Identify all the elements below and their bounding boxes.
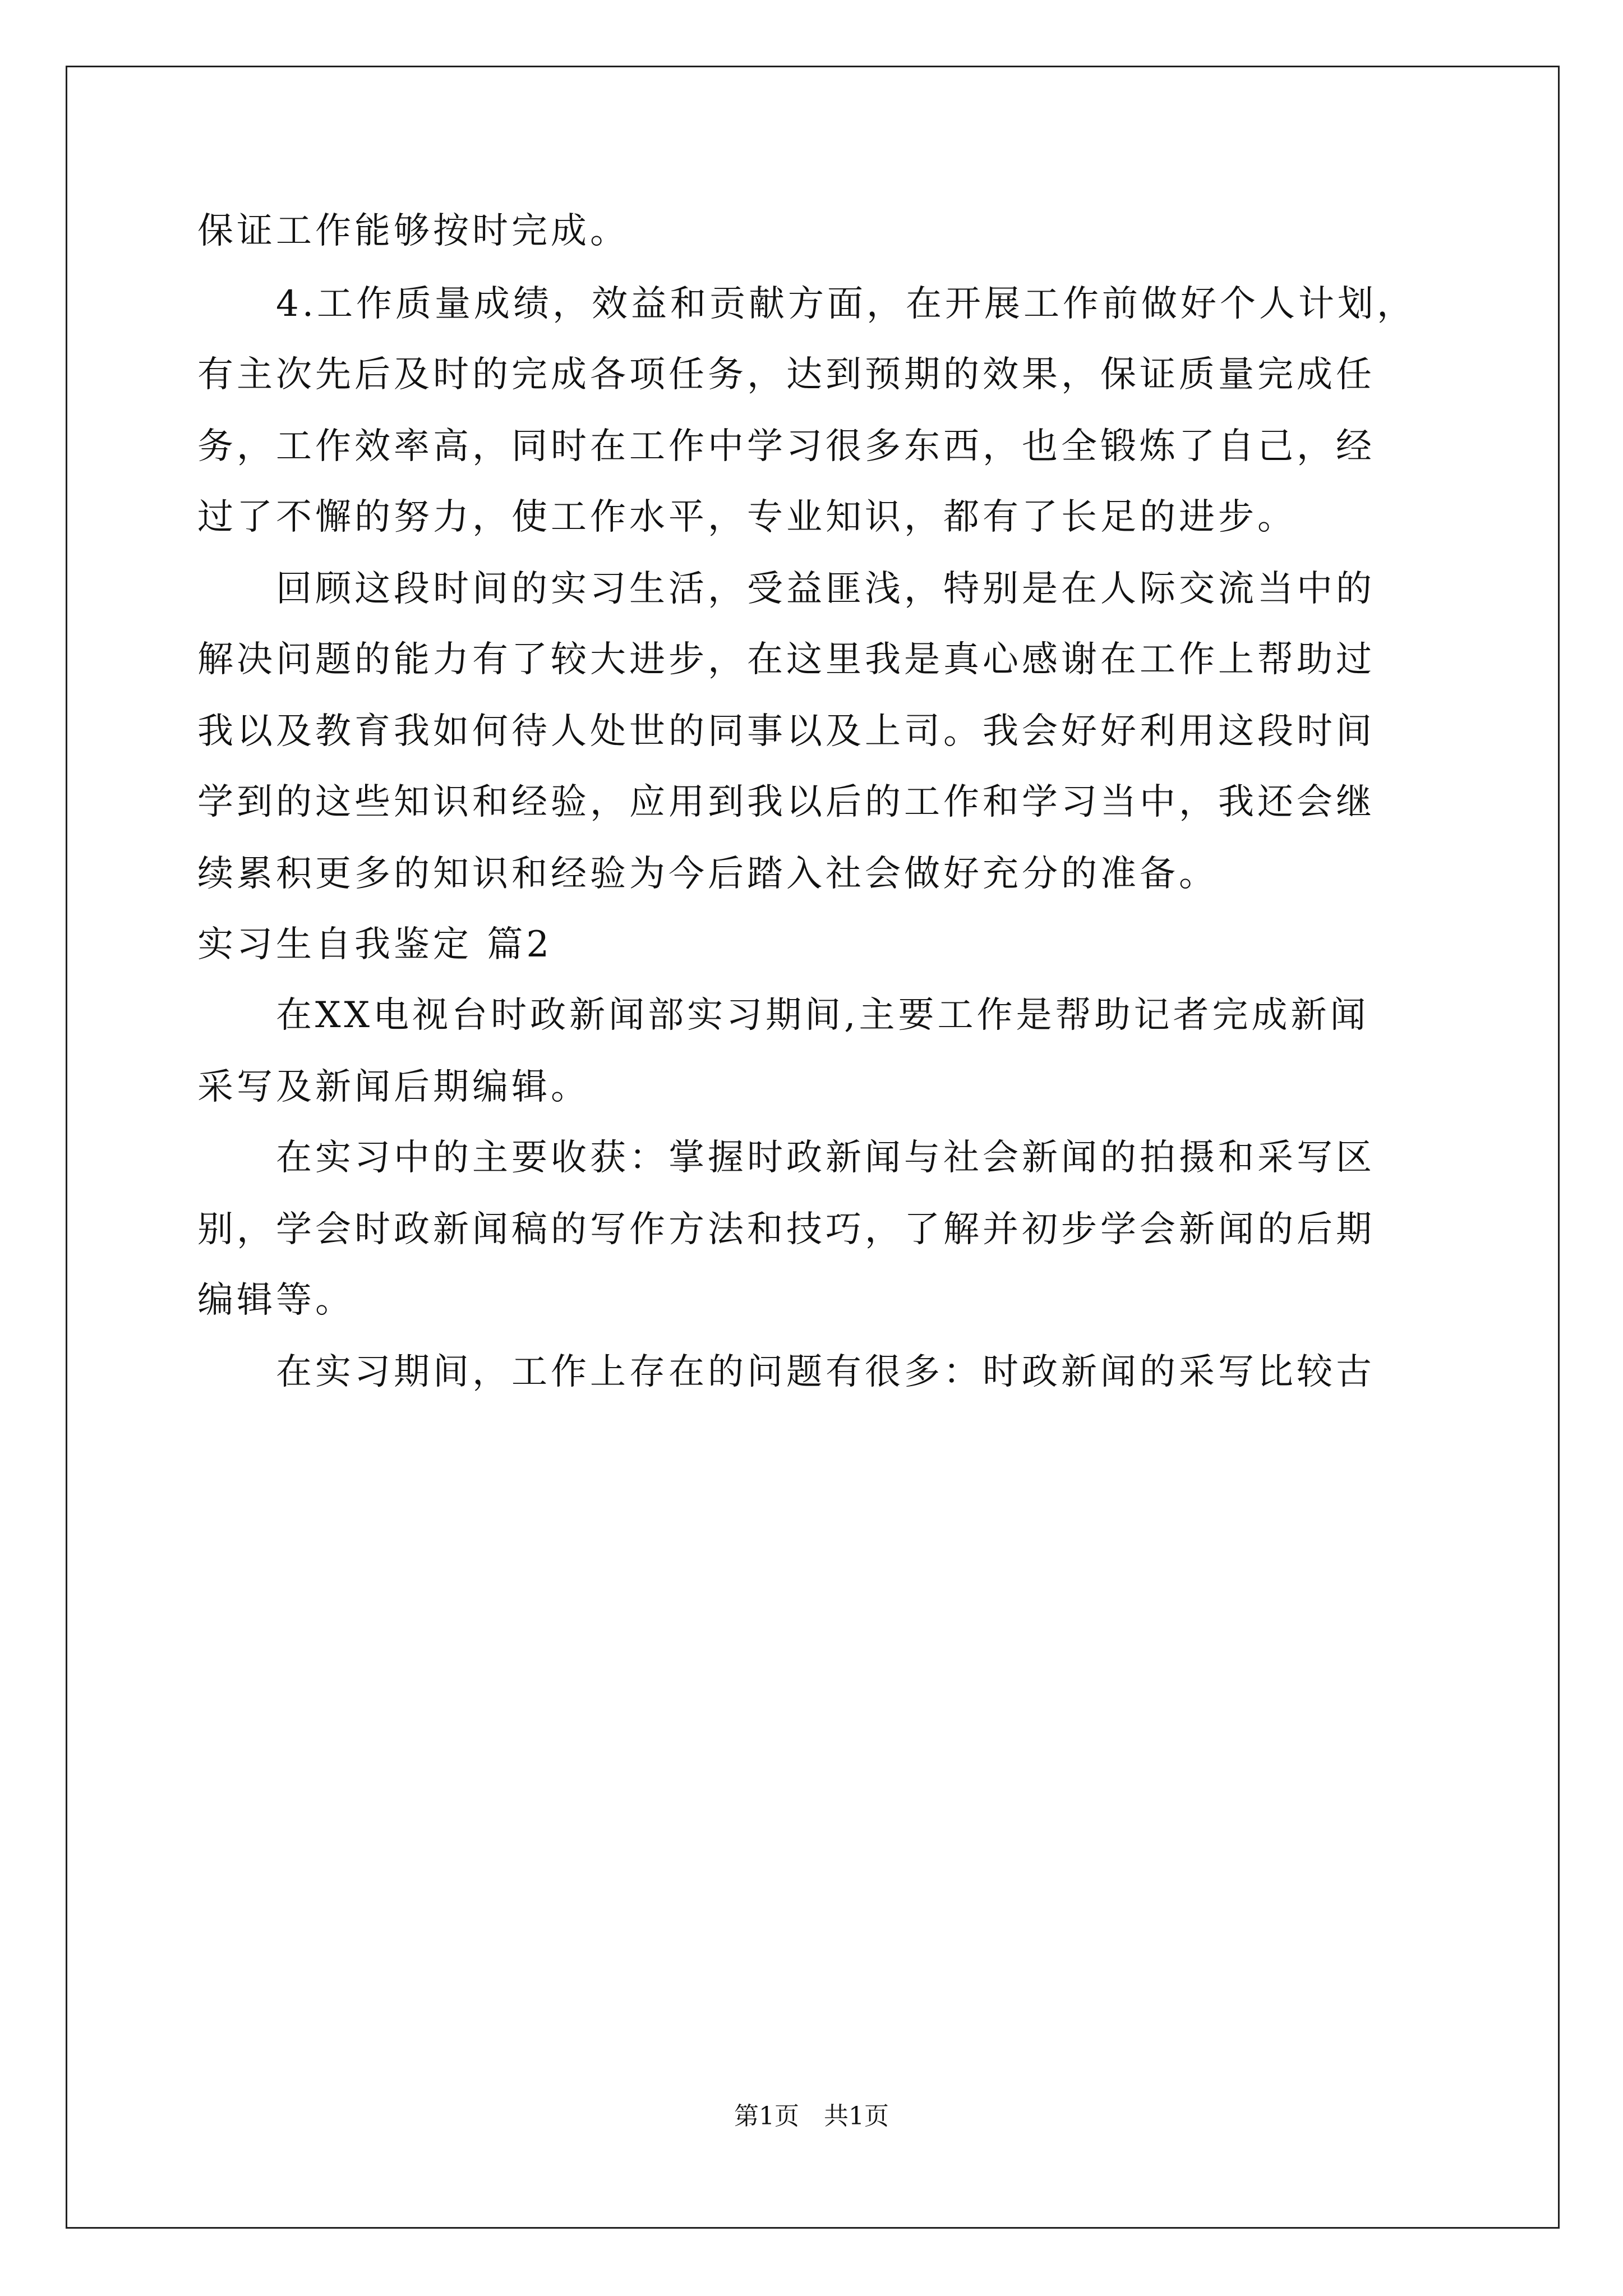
text-line-7: 解决问题的能力有了较大进步，在这里我是真心感谢在工作上帮助过	[197, 639, 1375, 680]
page-footer: 第1页 共1页	[734, 2102, 889, 2131]
text-line-2: 4.工作质量成绩，效益和贡献方面，在开展工作前做好个人计划，	[197, 283, 1417, 325]
text-line-14: 在实习中的主要收获：掌握时政新闻与社会新闻的拍摄和采写区	[197, 1137, 1375, 1179]
text-line-10: 续累积更多的知识和经验为今后踏入社会做好充分的准备。	[197, 853, 1218, 895]
text-line-1: 保证工作能够按时完成。	[197, 210, 629, 252]
text-line-3: 有主次先后及时的完成各项任务，达到预期的效果，保证质量完成任	[197, 354, 1375, 395]
text-line-12: 在XX电视台时政新闻部实习期间,主要工作是帮助记者完成新闻	[197, 995, 1370, 1036]
text-line-15: 别，学会时政新闻稿的写作方法和技巧，了解并初步学会新闻的后期	[197, 1209, 1375, 1250]
text-line-4: 务，工作效率高，同时在工作中学习很多东西，也全锻炼了自己，经	[197, 426, 1375, 467]
text-line-8: 我以及教育我如何待人处世的同事以及上司。我会好好利用这段时间	[197, 711, 1375, 752]
section-heading: 实习生自我鉴定 篇2	[197, 924, 553, 965]
text-line-17: 在实习期间，工作上存在的问题有很多：时政新闻的采写比较古	[197, 1351, 1375, 1393]
text-line-5: 过了不懈的努力，使工作水平，专业知识，都有了长足的进步。	[197, 496, 1297, 538]
text-line-13: 采写及新闻后期编辑。	[197, 1066, 590, 1108]
text-line-6: 回顾这段时间的实习生活，受益匪浅，特别是在人际交流当中的	[197, 568, 1375, 610]
text-line-9: 学到的这些知识和经验，应用到我以后的工作和学习当中，我还会继	[197, 781, 1375, 823]
text-line-16: 编辑等。	[197, 1280, 354, 1321]
